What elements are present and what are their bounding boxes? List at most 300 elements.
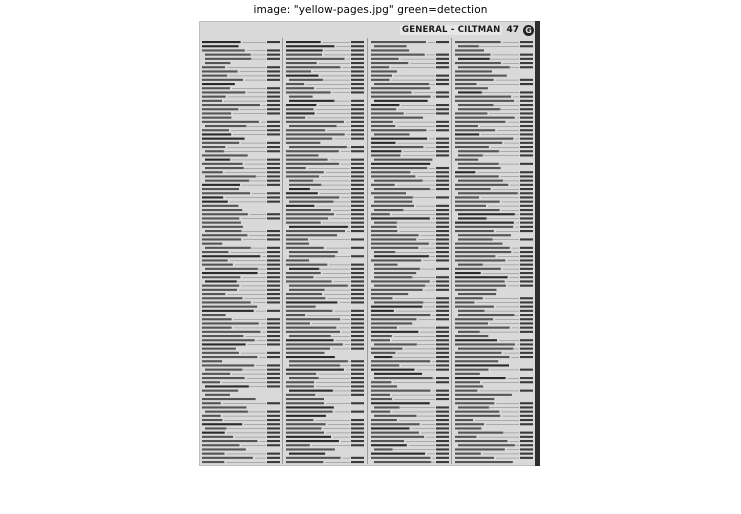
listing-line	[371, 419, 397, 421]
listing-line	[458, 264, 483, 266]
listing-line	[455, 125, 478, 127]
listing-line	[286, 306, 316, 308]
listing-line	[286, 117, 305, 119]
phone-number-line	[520, 180, 533, 182]
listing-line	[374, 461, 431, 463]
leader-dots	[333, 437, 350, 438]
phone-number-line	[436, 335, 449, 337]
leader-dots	[391, 214, 434, 215]
listing-line	[458, 310, 485, 312]
phone-number-line	[351, 66, 364, 68]
listing-line	[458, 406, 489, 408]
leader-dots	[243, 42, 266, 43]
listing-line	[202, 104, 260, 106]
leader-dots	[234, 328, 266, 329]
phone-number-line	[520, 201, 533, 203]
phone-number-line	[267, 352, 280, 354]
leader-dots	[328, 298, 351, 299]
phone-number-line	[436, 150, 449, 152]
leader-dots	[226, 462, 266, 463]
leader-dots	[513, 252, 519, 253]
leader-dots	[307, 315, 350, 316]
listing-line	[202, 142, 239, 144]
listing-line	[202, 297, 243, 299]
listing-line	[371, 146, 423, 148]
column-text-lines	[370, 38, 449, 464]
phone-number-line	[351, 301, 364, 303]
listing-line	[202, 348, 236, 350]
listing-line	[205, 175, 256, 177]
phone-number-line	[436, 423, 449, 425]
listing-line	[289, 226, 348, 228]
phone-number-line	[436, 285, 449, 287]
leader-dots	[420, 433, 434, 434]
leader-dots	[502, 433, 519, 434]
phone-number-line	[520, 432, 533, 434]
listing-line	[202, 318, 232, 320]
leader-dots	[235, 265, 266, 266]
leader-dots	[253, 302, 266, 303]
listing-line	[205, 58, 251, 60]
leader-dots	[241, 286, 266, 287]
listing-line	[455, 201, 500, 203]
listing-line	[205, 150, 224, 152]
leader-dots	[394, 298, 435, 299]
listing-line	[202, 377, 245, 379]
phone-number-line	[436, 381, 449, 383]
phone-number-line	[351, 121, 364, 123]
leader-dots	[501, 210, 518, 211]
leader-dots	[247, 50, 266, 51]
listing-line	[202, 381, 220, 383]
listing-line	[286, 205, 314, 207]
leader-dots	[423, 260, 435, 261]
phone-number-line	[436, 238, 449, 240]
phone-number-line	[436, 217, 449, 219]
phone-number-line	[351, 100, 364, 102]
leader-dots	[412, 197, 435, 198]
listing-line	[371, 423, 420, 425]
listing-line	[458, 314, 515, 316]
listing-line	[371, 402, 430, 404]
listing-line	[286, 331, 340, 333]
listing-line	[202, 70, 238, 72]
phone-number-line	[351, 146, 364, 148]
listing-line	[289, 188, 310, 190]
listing-line	[202, 398, 256, 400]
leader-dots	[478, 46, 519, 47]
listing-line	[374, 196, 413, 198]
phone-number-line	[436, 352, 449, 354]
listing-line	[286, 402, 324, 404]
phone-number-line	[436, 226, 449, 228]
listing-line	[374, 373, 422, 375]
leader-dots	[257, 269, 266, 270]
listing-line	[286, 318, 340, 320]
leader-dots	[431, 378, 434, 379]
listing-line	[205, 159, 230, 161]
listing-line	[371, 125, 395, 127]
leader-dots	[427, 454, 435, 455]
leader-dots	[418, 319, 435, 320]
phone-number-line	[267, 427, 280, 429]
leader-dots	[502, 181, 519, 182]
listing-line	[202, 276, 240, 278]
phone-number-line	[267, 247, 280, 249]
phone-number-line	[351, 70, 364, 72]
listing-line	[374, 133, 410, 135]
leader-dots	[489, 113, 519, 114]
phone-number-line	[267, 259, 280, 261]
phone-number-line	[520, 251, 533, 253]
phone-number-line	[520, 213, 533, 215]
listing-line	[455, 285, 506, 287]
phone-number-line	[267, 293, 280, 295]
listing-line	[455, 272, 481, 274]
listing-line	[286, 373, 316, 375]
phone-number-line	[520, 264, 533, 266]
listing-line	[458, 180, 503, 182]
phone-number-line	[520, 276, 533, 278]
listing-line	[205, 394, 230, 396]
listing-line	[286, 293, 322, 295]
listing-line	[289, 184, 321, 186]
phone-number-line	[267, 415, 280, 417]
leader-dots	[227, 294, 266, 295]
listing-line	[455, 121, 505, 123]
listing-line	[205, 230, 242, 232]
phone-number-line	[520, 175, 533, 177]
listing-line	[371, 217, 430, 219]
listing-line	[455, 385, 483, 387]
listing-line	[286, 167, 306, 169]
leader-dots	[432, 458, 435, 459]
listing-line	[286, 66, 340, 68]
leader-dots	[248, 181, 266, 182]
phone-number-line	[351, 226, 364, 228]
phone-number-line	[267, 96, 280, 98]
listing-line	[455, 390, 477, 392]
leader-dots	[323, 42, 350, 43]
phone-number-line	[520, 83, 533, 85]
phone-number-line	[436, 205, 449, 207]
leader-dots	[416, 206, 435, 207]
listing-line	[202, 272, 258, 274]
listing-line	[455, 356, 510, 358]
phone-number-line	[351, 268, 364, 270]
listing-line	[455, 159, 478, 161]
listing-line	[202, 234, 247, 236]
phone-number-line	[267, 41, 280, 43]
phone-number-line	[351, 217, 364, 219]
leader-dots	[261, 323, 266, 324]
phone-number-line	[267, 402, 280, 404]
leader-dots	[248, 344, 266, 345]
listing-line	[455, 322, 488, 324]
listing-line	[202, 364, 254, 366]
leader-dots	[336, 126, 350, 127]
listing-line	[455, 352, 502, 354]
phone-number-line	[351, 314, 364, 316]
leader-dots	[345, 344, 350, 345]
leader-dots	[241, 370, 266, 371]
phone-number-line	[520, 318, 533, 320]
leader-dots	[420, 332, 435, 333]
leader-dots	[476, 302, 519, 303]
leader-dots	[249, 235, 266, 236]
phone-number-line	[520, 268, 533, 270]
listing-line	[202, 255, 260, 257]
leader-dots	[239, 290, 266, 291]
phone-number-line	[436, 276, 449, 278]
listing-line	[202, 133, 231, 135]
leader-dots	[330, 160, 350, 161]
phone-number-line	[351, 58, 364, 60]
phone-number-line	[520, 79, 533, 81]
leader-dots	[317, 206, 351, 207]
phone-number-line	[351, 381, 364, 383]
phone-number-line	[436, 138, 449, 140]
listing-line	[458, 234, 511, 236]
phone-number-line	[520, 301, 533, 303]
leader-dots	[422, 302, 435, 303]
leader-dots	[333, 202, 350, 203]
phone-number-line	[520, 150, 533, 152]
phone-number-line	[520, 297, 533, 299]
listing-line	[202, 201, 228, 203]
phone-number-line	[351, 390, 364, 392]
listing-line	[371, 385, 397, 387]
phone-number-line	[267, 411, 280, 413]
listing-line	[458, 163, 499, 165]
phone-number-line	[267, 310, 280, 312]
listing-line	[455, 209, 500, 211]
leader-dots	[324, 290, 350, 291]
leader-dots	[511, 328, 518, 329]
listing-line	[371, 87, 430, 89]
phone-number-line	[436, 419, 449, 421]
phone-number-line	[520, 129, 533, 131]
leader-dots	[324, 294, 350, 295]
listing-line	[455, 457, 494, 459]
leader-dots	[516, 118, 518, 119]
listing-line	[202, 112, 231, 114]
listing-line	[202, 356, 257, 358]
leader-dots	[485, 218, 518, 219]
leader-dots	[247, 378, 266, 379]
phone-number-line	[436, 167, 449, 169]
leader-dots	[394, 399, 435, 400]
listing-line	[374, 406, 400, 408]
leader-dots	[340, 302, 351, 303]
listing-line	[371, 117, 423, 119]
leader-dots	[432, 391, 435, 392]
listing-line	[455, 427, 481, 429]
listing-line	[286, 70, 311, 72]
listing-line	[289, 390, 333, 392]
leader-dots	[421, 424, 434, 425]
leader-dots	[517, 344, 519, 345]
listing-line	[455, 448, 505, 450]
listing-line	[371, 335, 392, 337]
leader-dots	[395, 311, 434, 312]
listing-line	[371, 436, 424, 438]
listing-line	[374, 268, 420, 270]
phone-number-line	[267, 373, 280, 375]
phone-number-line	[267, 255, 280, 257]
listing-line	[371, 226, 397, 228]
leader-dots	[248, 386, 266, 387]
phone-number-line	[520, 41, 533, 43]
phone-number-line	[267, 369, 280, 371]
leader-dots	[225, 197, 266, 198]
phone-number-line	[436, 411, 449, 413]
listing-line	[455, 373, 480, 375]
listing-line	[371, 432, 419, 434]
listing-line	[371, 121, 393, 123]
phone-number-line	[351, 310, 364, 312]
listing-line	[202, 461, 224, 463]
leader-dots	[229, 76, 266, 77]
leader-dots	[242, 277, 266, 278]
leader-dots	[413, 92, 435, 93]
phone-number-line	[436, 209, 449, 211]
listing-line	[371, 91, 412, 93]
phone-number-line	[436, 243, 449, 245]
listing-line	[205, 369, 242, 371]
listing-line	[371, 293, 408, 295]
leader-dots	[401, 105, 435, 106]
listing-line	[374, 83, 429, 85]
leader-dots	[252, 193, 266, 194]
listing-line	[455, 440, 508, 442]
listing-line	[202, 251, 228, 253]
column-text-lines	[285, 38, 364, 464]
page-header	[400, 23, 534, 37]
listing-line	[205, 247, 251, 249]
phone-number-line	[436, 75, 449, 77]
leader-dots	[332, 349, 350, 350]
phone-number-line	[520, 104, 533, 106]
listing-line	[286, 419, 313, 421]
listing-line	[371, 411, 390, 413]
leader-dots	[223, 416, 266, 417]
leader-dots	[486, 424, 519, 425]
leader-dots	[223, 151, 266, 152]
leader-dots	[255, 176, 266, 177]
listing-line	[371, 79, 390, 81]
page-number: 47	[506, 25, 519, 35]
listing-line	[458, 432, 503, 434]
leader-dots	[235, 437, 266, 438]
leader-dots	[346, 147, 350, 148]
header-title: GENERAL - CILTMAN	[402, 25, 501, 35]
listing-line	[286, 444, 310, 446]
phone-number-line	[520, 45, 533, 47]
phone-number-line	[520, 125, 533, 127]
leader-dots	[491, 239, 518, 240]
leader-dots	[333, 92, 350, 93]
phone-number-line	[267, 419, 280, 421]
leader-dots	[241, 143, 266, 144]
phone-number-line	[436, 91, 449, 93]
listing-line	[455, 402, 494, 404]
listing-line	[286, 213, 334, 215]
leader-dots	[507, 122, 519, 123]
leader-dots	[227, 454, 267, 455]
listing-line	[202, 129, 229, 131]
leader-dots	[393, 336, 434, 337]
listing-line	[371, 167, 427, 169]
phone-number-line	[351, 49, 364, 51]
leader-dots	[250, 59, 266, 60]
listing-line	[202, 285, 239, 287]
phone-number-line	[436, 398, 449, 400]
phone-number-line	[520, 121, 533, 123]
leader-dots	[514, 445, 519, 446]
leader-dots	[477, 172, 519, 173]
leader-dots	[490, 370, 519, 371]
leader-dots	[515, 227, 519, 228]
listing-line	[371, 49, 409, 51]
phone-number-line	[351, 167, 364, 169]
phone-number-line	[351, 436, 364, 438]
listing-line	[286, 154, 319, 156]
leader-dots	[502, 42, 518, 43]
leader-dots	[230, 202, 266, 203]
phone-number-line	[267, 285, 280, 287]
listing-line	[455, 297, 483, 299]
phone-number-line	[436, 196, 449, 198]
listing-column-4	[454, 38, 533, 464]
leader-dots	[432, 361, 435, 362]
leader-dots	[401, 365, 435, 366]
phone-number-line	[351, 394, 364, 396]
leader-dots	[432, 97, 434, 98]
phone-number-line	[520, 230, 533, 232]
listing-line	[455, 83, 477, 85]
phone-number-line	[267, 54, 280, 56]
listing-line	[455, 87, 488, 89]
phone-number-line	[351, 264, 364, 266]
phone-number-line	[267, 104, 280, 106]
leader-dots	[496, 403, 519, 404]
phone-number-line	[436, 188, 449, 190]
phone-number-line	[436, 255, 449, 257]
listing-line	[458, 45, 479, 47]
phone-number-line	[267, 436, 280, 438]
listing-line	[455, 138, 513, 140]
leader-dots	[236, 281, 266, 282]
leader-dots	[256, 311, 266, 312]
listing-line	[289, 335, 331, 337]
listing-line	[371, 247, 418, 249]
phone-number-line	[520, 112, 533, 114]
listing-line	[374, 343, 417, 345]
phone-number-line	[267, 440, 280, 442]
phone-number-line	[520, 280, 533, 282]
phone-number-line	[351, 201, 364, 203]
leader-dots	[262, 256, 266, 257]
phone-number-line	[520, 146, 533, 148]
leader-dots	[326, 172, 350, 173]
listing-line	[286, 108, 314, 110]
column-divider	[282, 38, 283, 464]
phone-number-line	[267, 58, 280, 60]
leader-dots	[250, 248, 266, 249]
phone-number-line	[520, 259, 533, 261]
leader-dots	[412, 172, 435, 173]
